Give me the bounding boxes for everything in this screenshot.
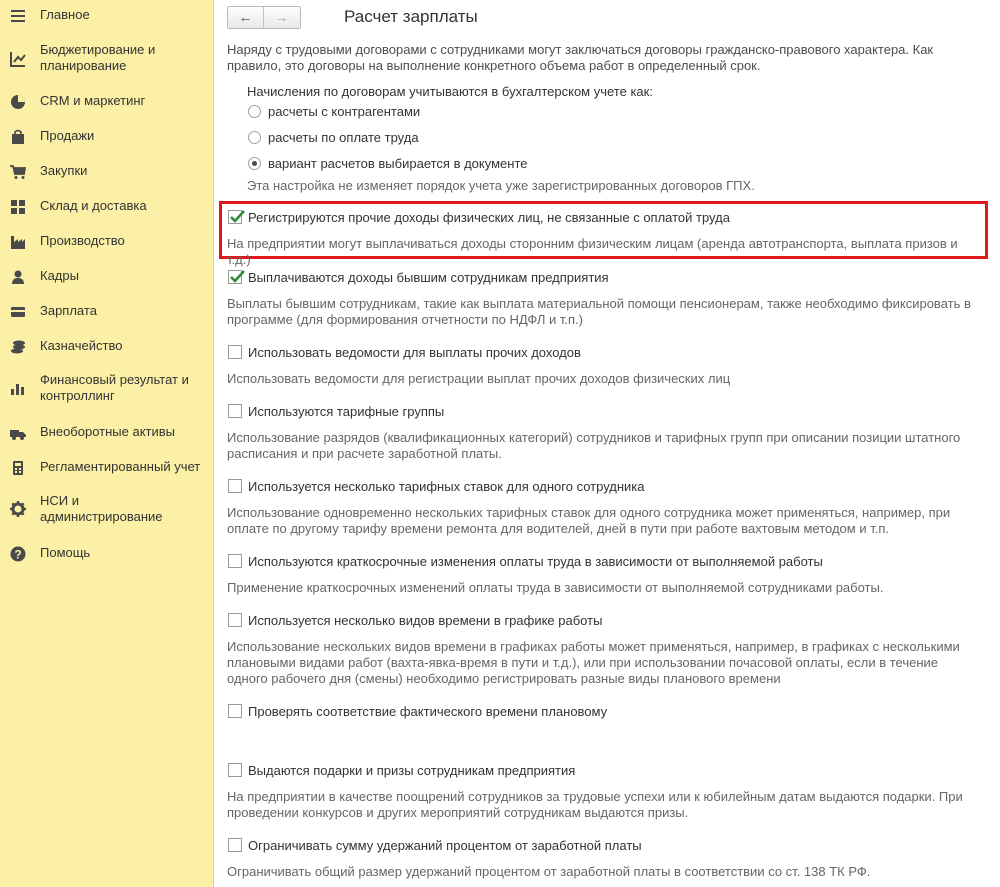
option-description: Использование нескольких видов времени в графиках работы может применяться, например, в графиках с несколькими плановыми видами работ (вахта-явка-время в пути и т.д.), или при использовании почасовой оплаты, если в течение одного рабочего дня (смены) необходимо регистрировать разные виды планового времени	[227, 639, 960, 686]
sidebar-item-sales[interactable]	[0, 128, 213, 146]
help-icon	[10, 546, 26, 562]
cart-icon	[10, 164, 26, 180]
sidebar-item-purchases[interactable]	[0, 163, 213, 181]
grid-boxes-icon	[10, 199, 26, 215]
factory-icon	[10, 234, 26, 250]
shopping-bag-icon	[10, 129, 26, 145]
checkbox-label[interactable]: Используются краткосрочные изменения оплаты труда в зависимости от выполняемой работы	[248, 554, 823, 569]
sidebar-item-label: Бюджетирование и планирование	[40, 42, 156, 73]
pie-chart-icon	[10, 94, 26, 110]
truck-icon	[10, 425, 26, 441]
sidebar-item-crm[interactable]	[0, 93, 213, 111]
sidebar-item-treasury[interactable]	[0, 338, 213, 356]
sidebar-item-label: Помощь	[40, 545, 91, 560]
sidebar-item-label: Регламентированный учет	[40, 459, 201, 474]
radio-label[interactable]: расчеты по оплате труда	[268, 130, 419, 145]
radio-payroll[interactable]	[248, 131, 261, 144]
intro-text: Наряду с трудовыми договорами с сотрудниками могут заключаться договоры гражданско-правового характера. Как правило, это договоры на выполнение конкретного объема работ в определенный срок.	[227, 42, 934, 73]
option-description: Использование одновременно нескольких тарифных ставок для одного сотрудника может применяться, например, при оплате по другому тарифу времени ремонта для водителей, дней в пути при работе вахтовым методом и т.п.	[227, 505, 951, 536]
radio-label[interactable]: вариант расчетов выбирается в документе	[268, 156, 528, 171]
checkbox-label[interactable]: Регистрируются прочие доходы физических лиц, не связанные с оплатой труда	[248, 210, 730, 225]
option-description: Ограничивать общий размер удержаний процентом от заработной платы в соответствии со ст. 138 ТК РФ.	[227, 864, 871, 879]
checkbox-label[interactable]: Ограничивать сумму удержаний процентом от заработной платы	[248, 838, 642, 853]
radio-counterparties[interactable]	[248, 105, 261, 118]
checkbox-label[interactable]: Выдаются подарки и призы сотрудникам предприятия	[248, 763, 576, 778]
gear-icon	[10, 501, 26, 517]
checkbox-gifts-prizes[interactable]	[228, 763, 242, 777]
checkbox-tariff-groups[interactable]	[228, 404, 242, 418]
sidebar-item-label: Внеоборотные активы	[40, 424, 176, 439]
sidebar-item-financial-result[interactable]	[0, 372, 213, 406]
option-description: На предприятии могут выплачиваться доходы сторонним физическим лицам (аренда автотранспорта, выплата призов и т.д.)	[227, 236, 958, 267]
checkbox-check-actual-time[interactable]	[228, 704, 242, 718]
svg-text:?: ?	[14, 547, 22, 562]
settings-panel	[214, 0, 1000, 887]
calculator-icon	[10, 460, 26, 476]
history-nav	[227, 6, 301, 29]
checkbox-multiple-rates[interactable]	[228, 479, 242, 493]
checkbox-label[interactable]: Проверять соответствие фактического времени плановому	[248, 704, 608, 719]
sidebar-item-label: НСИ и администрирование	[40, 493, 163, 524]
sidebar-item-label: CRM и маркетинг	[40, 93, 146, 108]
person-icon	[10, 269, 26, 285]
option-description: На предприятии в качестве поощрений сотрудников за трудовые успехи или к юбилейным датам выдаются подарки. При проведении конкурсов и других мероприятий сотрудникам выдаются призы.	[227, 789, 963, 820]
page-title: Расчет зарплаты	[344, 7, 478, 26]
sidebar-item-label: Производство	[40, 233, 125, 248]
sidebar-item-hr[interactable]	[0, 268, 213, 286]
sidebar-item-warehouse[interactable]	[0, 198, 213, 216]
sidebar-item-admin[interactable]	[0, 493, 213, 527]
sidebar-item-main[interactable]	[0, 7, 213, 25]
sidebar	[0, 0, 214, 887]
checkbox-label[interactable]: Используется несколько тарифных ставок для одного сотрудника	[248, 479, 645, 494]
coins-icon	[10, 339, 26, 355]
sidebar-item-label: Склад и доставка	[40, 198, 147, 213]
checkbox-former-employees[interactable]	[228, 270, 242, 284]
sidebar-item-regulated-accounting[interactable]	[0, 459, 213, 477]
sidebar-item-label: Казначейство	[40, 338, 123, 353]
checkbox-label[interactable]: Используются тарифные группы	[248, 404, 445, 419]
checkbox-payment-statements[interactable]	[228, 345, 242, 359]
sidebar-item-label: Закупки	[40, 163, 88, 178]
sidebar-item-label: Финансовый результат и контроллинг	[40, 372, 189, 403]
option-description: Использовать ведомости для регистрации выплат прочих доходов физических лиц	[227, 371, 731, 386]
checkbox-limit-deductions[interactable]	[228, 838, 242, 852]
accrual-note: Эта настройка не изменяет порядок учета уже зарегистрированных договоров ГПХ.	[247, 178, 755, 193]
sidebar-item-help[interactable]	[0, 545, 213, 563]
checkbox-label[interactable]: Выплачиваются доходы бывшим сотрудникам предприятия	[248, 270, 609, 285]
sidebar-item-salary[interactable]	[0, 303, 213, 321]
option-description: Использование разрядов (квалификационных категорий) сотрудников и тарифных групп при описании позиции штатного расписания и при расчете заработной платы.	[227, 430, 961, 461]
sidebar-item-label: Кадры	[40, 268, 79, 283]
checkbox-label[interactable]: Использовать ведомости для выплаты прочих доходов	[248, 345, 581, 360]
sidebar-item-fixed-assets[interactable]	[0, 424, 213, 442]
accrual-caption: Начисления по договорам учитываются в бухгалтерском учете как:	[247, 84, 653, 99]
option-description: Применение краткосрочных изменений оплаты труда в зависимости от выполняемой сотрудниками работы.	[227, 580, 884, 595]
sidebar-item-label: Главное	[40, 7, 90, 22]
forward-button[interactable]: →	[274, 9, 289, 25]
sidebar-item-production[interactable]	[0, 233, 213, 251]
sidebar-item-label: Зарплата	[40, 303, 97, 318]
sidebar-item-budgeting[interactable]	[0, 42, 213, 76]
check-mark-icon	[228, 268, 246, 286]
option-description: Выплаты бывшим сотрудникам, такие как выплата материальной помощи пенсионерам, также необходимо фиксировать в программе (для формирования отчетности по НДФЛ и т.п.)	[227, 296, 971, 327]
sidebar-item-label: Продажи	[40, 128, 95, 143]
radio-document-choice[interactable]	[248, 157, 261, 170]
budget-chart-icon	[10, 51, 26, 67]
checkbox-time-types[interactable]	[228, 613, 242, 627]
bar-chart-icon	[10, 380, 26, 396]
checkbox-short-term-changes[interactable]	[228, 554, 242, 568]
radio-label[interactable]: расчеты с контрагентами	[268, 104, 421, 119]
menu-lines-icon	[10, 8, 26, 24]
wallet-icon	[10, 304, 26, 320]
back-button[interactable]: ←	[228, 7, 264, 28]
checkbox-other-income[interactable]	[228, 210, 242, 224]
check-mark-icon	[228, 208, 246, 226]
checkbox-label[interactable]: Используется несколько видов времени в графике работы	[248, 613, 603, 628]
